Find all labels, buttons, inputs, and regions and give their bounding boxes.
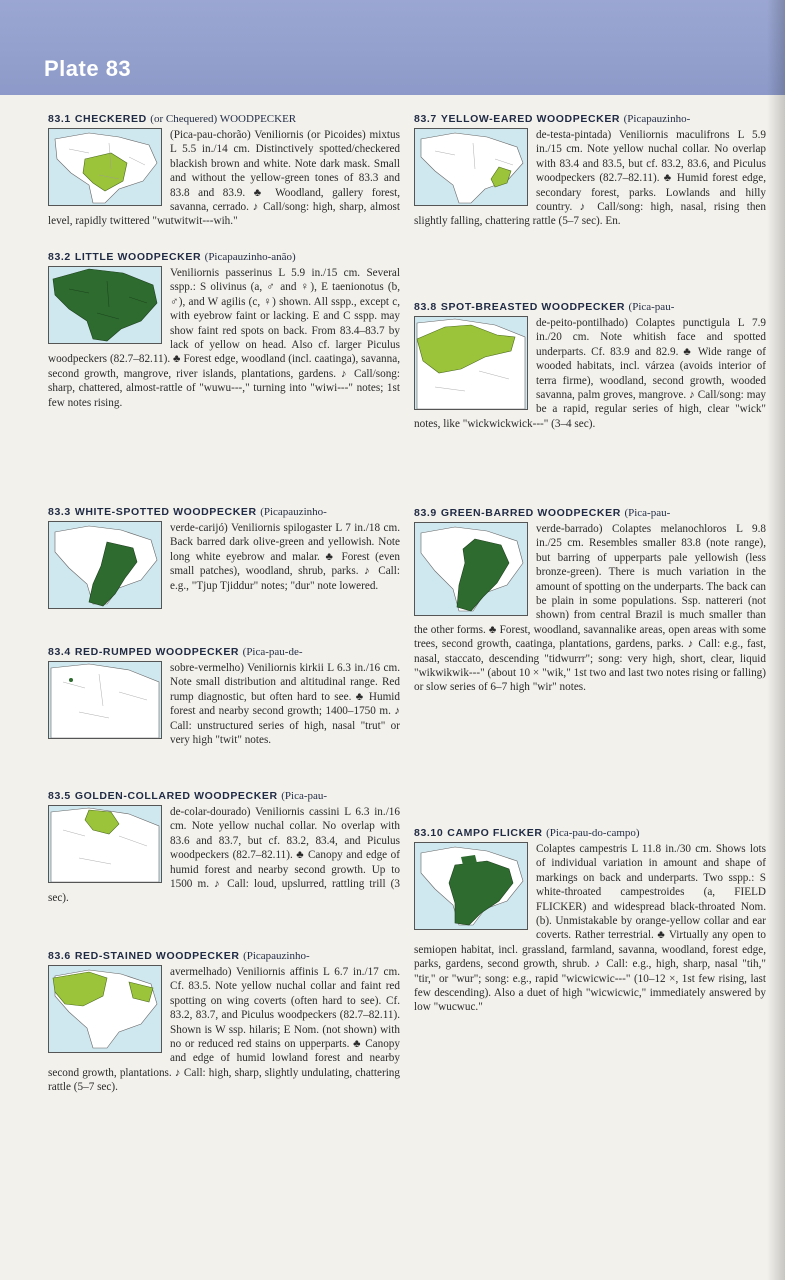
- plate-title: Plate 83: [44, 56, 132, 81]
- species-number: 83.1: [48, 113, 71, 125]
- range-map-icon: [48, 521, 162, 609]
- range-map-icon: [414, 842, 528, 930]
- species-heading: [414, 300, 766, 314]
- page-gutter-shadow: [767, 0, 785, 1280]
- species-description: Veniliornis passerinus L 5.9 in./15 cm. Several sspp.: S olivinus (a, ♂ and ♀), E taenionotus (b, ♂), and W agilis (c, ♀) shown. All sspp., except c, with eyebrow faint or lacking. E and C sspp. may show faint red spots on back. From 83.4–83.7 by lack of yellow on head. Also cf. larger Piculus woodpeckers (82.7–82.11). ♣ Forest edge, woodland (incl. caatinga), savanna, second growth, mangrove, river islands, plantations, gardens. ♪ Call/song: sharp, chattered, almost-rattle of "wuwu---," turning into "wiwi---" notes; 1st few notes rising.: [48, 267, 400, 409]
- species-number: 83.9: [414, 507, 437, 519]
- species-name-rest: (Pica-pau-de-: [242, 646, 303, 658]
- species-description: sobre-vermelho) Veniliornis kirkii L 6.3 in./16 cm. Note small distribution and altitudinal range. Red rump diagnostic, but often hard to see. ♣ Humid forest and nearby second growth; 1400–1750 m. ♪ Call: unstructured series of high, nasal "trut" or very high "twit" notes.: [170, 662, 400, 747]
- species-name-rest: (Pica-pau-: [628, 301, 675, 313]
- species-heading: [48, 949, 400, 963]
- species-name-rest: (Pica-pau-do-campo): [546, 827, 640, 839]
- species-name-rest: (Picapauzinho-: [260, 506, 327, 518]
- species-name-rest: (Pica-pau-: [281, 790, 328, 802]
- species-number: 83.8: [414, 301, 437, 313]
- species-name-rest: (Picapauzinho-anão): [204, 251, 296, 263]
- species-description: (Pica-pau-chorão) Veniliornis (or Picoides) mixtus L 5.5 in./14 cm. Distinctively spotted/checkered blackish brown and white. Note dark mask. Small and without the yellow-green tones of 83.3 and 83.8 and 83.9. ♣ Woodland, gallery forest, savanna, cerrado. ♪ Call/song: high, sharp, almost level, rapidly twittered "wutwitwit---wih.": [48, 129, 400, 228]
- range-map-icon: [48, 965, 162, 1053]
- species-description: avermelhado) Veniliornis affinis L 6.7 in./17 cm. Cf. 83.5. Note yellow nuchal collar and faint red spotting on wing coverts (often hard to see). Cf. 83.2, 83.7, and Piculus woodpeckers (82.7–82.11). Shown is W ssp. hilaris; E Nom. (not shown) with no or reduced red stains on upperparts. ♣ Canopy and edge of humid lowland forest and nearby second growth, plantations. ♪ Call: high, sharp, slightly undulating, chattering rattle (5–7 sec).: [48, 966, 400, 1094]
- species-entry: [414, 300, 766, 496]
- range-map-icon: [48, 661, 162, 739]
- species-heading: [48, 250, 400, 264]
- species-entry: [48, 505, 400, 635]
- species-name: RED-RUMPED WOODPECKER: [74, 646, 240, 658]
- species-entry: [48, 949, 400, 1095]
- species-name: WHITE-SPOTTED WOODPECKER: [74, 506, 257, 518]
- species-entry: [48, 645, 400, 779]
- right-column: [414, 112, 766, 1025]
- species-name: CHECKERED: [74, 113, 147, 125]
- left-column: [48, 112, 400, 1105]
- range-map-icon: [414, 128, 528, 206]
- species-name: YELLOW-EARED WOODPECKER: [440, 113, 621, 125]
- species-heading: [414, 826, 766, 840]
- species-number: 83.10: [414, 827, 444, 839]
- species-entry: [48, 789, 400, 939]
- species-heading: [414, 506, 766, 520]
- species-entry: [414, 112, 766, 290]
- species-description: verde-barrado) Colaptes melanochloros L 9.8 in./25 cm. Resembles smaller 83.8 (note range), but barring of upperparts pale yellowish (less bronze-green). There is much variation in the amount of spotting on the underparts. The back can be plain in some populations. Ssp. nattereri (not shown) from central Brazil is much smaller than the other forms. ♣ Forest, woodland, savannalike areas, open areas with some trees, second growth, caatinga, plantations, gardens, parks. ♪ Call: e.g., fast, nasal, staccato, descending "tidwurrr"; song: very high, short, clear, liquid "wikwikwik---" (about 10 × "wik," 1st two and last two notes rising or falling) or slow series of 6–7 high "wir" notes.: [414, 523, 767, 694]
- range-map-icon: [414, 522, 528, 616]
- species-heading: [48, 789, 400, 803]
- species-name: GREEN-BARRED WOODPECKER: [440, 507, 621, 519]
- species-number: 83.6: [48, 950, 71, 962]
- species-name: CAMPO FLICKER: [447, 827, 543, 839]
- species-name-rest: (or Chequered) WOODPECKER: [150, 113, 297, 125]
- species-entry: [414, 826, 766, 1015]
- species-description: verde-carijó) Veniliornis spilogaster L 7 in./18 cm. Back barred dark olive-green and yellowish. Note long white eyebrow and malar. ♣ Forest (even small patches), woodland, shrub, parks. ♪ Call: e.g., "Tjup Tjiddur" notes; "dur" note lowered.: [170, 522, 400, 592]
- species-entry: [48, 250, 400, 495]
- species-name: LITTLE WOODPECKER: [74, 251, 202, 263]
- species-heading: [48, 505, 400, 519]
- species-name: GOLDEN-COLLARED WOODPECKER: [74, 790, 278, 802]
- species-entry: [414, 506, 766, 816]
- range-map-icon: [48, 128, 162, 206]
- species-name-rest: (Pica-pau-: [624, 507, 671, 519]
- species-number: 83.3: [48, 506, 71, 518]
- range-map-icon: [414, 316, 528, 410]
- species-name-rest: (Picapauzinho-: [243, 950, 310, 962]
- range-map-icon: [48, 805, 162, 883]
- species-number: 83.5: [48, 790, 71, 802]
- species-name: RED-STAINED WOODPECKER: [74, 950, 240, 962]
- species-heading: [414, 112, 766, 126]
- species-heading: [48, 112, 400, 126]
- species-description: de-testa-pintada) Veniliornis maculifrons L 5.9 in./15 cm. Note yellow nuchal collar. No overlap with 83.4 and 83.5, but cf. 83.2, 83.6, and Piculus woodpeckers (82.7–82.11). ♣ Humid forest edge, secondary forest, parks. Lowlands and hilly country. ♪ Call/song: high, nasal, rising then slightly falling, chattering rattle (5–7 sec). En.: [414, 129, 766, 228]
- range-map-icon: [48, 266, 162, 344]
- species-number: 83.2: [48, 251, 71, 263]
- species-number: 83.4: [48, 646, 71, 658]
- species-name: SPOT-BREASTED WOODPECKER: [440, 301, 626, 313]
- species-name-rest: (Picapauzinho-: [623, 113, 691, 125]
- species-description: de-colar-dourado) Veniliornis cassini L 6.3 in./16 cm. Note yellow nuchal collar. No overlap with 83.6 and 83.7, but cf. 83.2, 83.4, and Piculus woodpeckers (82.7–82.11). ♣ Canopy and edge of humid forest and nearby second growth. Up to 1500 m. ♪ Call: loud, upslurred, rattling trill (3 sec).: [48, 806, 400, 905]
- species-description: Colaptes campestris L 11.8 in./30 cm. Shows lots of individual variation in amount and shape of markings on back and underparts. Two sspp.: S white-throated campestroides (a, FIELD FLICKER) and widespread black-throated Nom. (b). Unmistakable by orange-yellow collar and ear coverts. Rather terrestrial. ♣ Virtually any open to semiopen habitat, incl. grassland, farmland, savanna, woodland, forest edge, parks, gardens, second growth, shrub. ♪ Call: e.g., high, sharp, nasal "tih," "tir," or "wur"; song: e.g., rapid "wicwicwic---" (10–12 ×, 1st few rising, last few descending). Also a duet of high "wicwicwic," immediately answered by low "wucwuc.": [414, 843, 766, 1014]
- species-description: de-peito-pontilhado) Colaptes punctigula L 7.9 in./20 cm. Note whitish face and spotted underparts. Cf. 83.9 and 82.9. ♣ Wide range of wooded habitats, incl. várzea (avoids interior of terra firme), woodland, second growth, wooded savanna, palm groves, mangrove. ♪ Call/song: may be a rapid, regular series of high, clear "wick" notes, like "wickwickwick---" (3–4 sec).: [414, 317, 766, 430]
- species-entry: [48, 112, 400, 240]
- species-number: 83.7: [414, 113, 437, 125]
- species-heading: [48, 645, 400, 659]
